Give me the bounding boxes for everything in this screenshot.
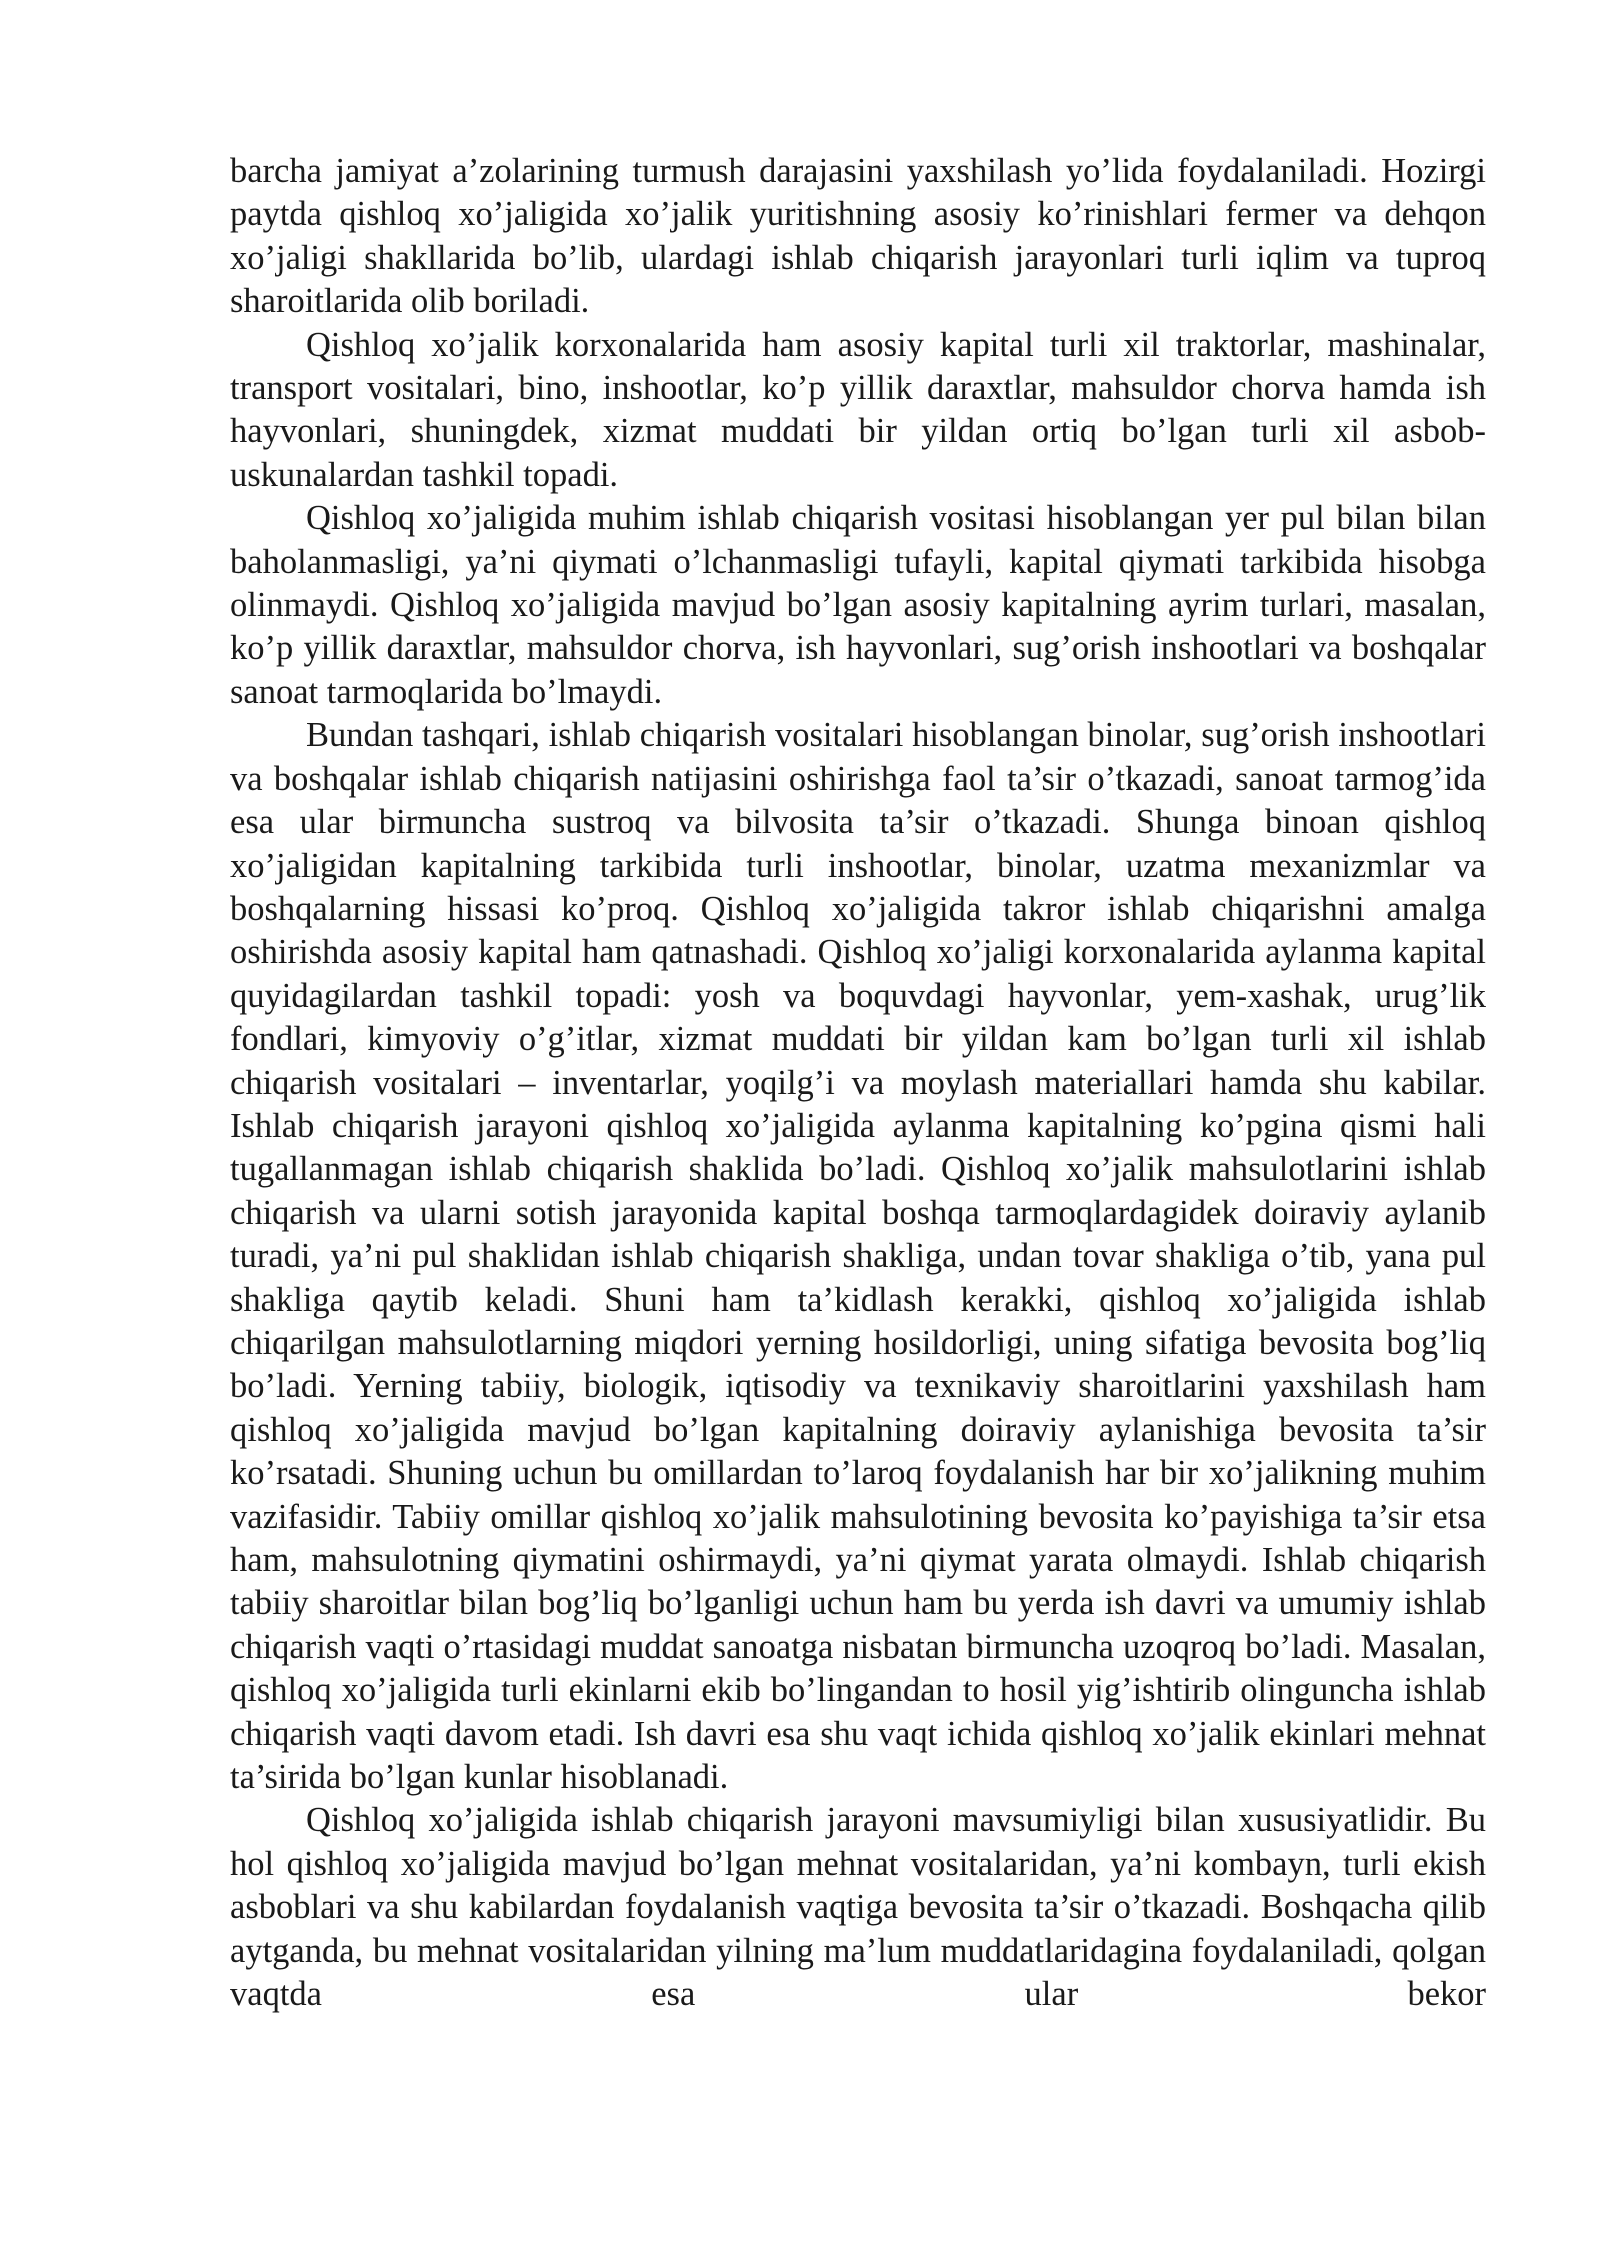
paragraph-3: Qishloq xo’jaligida muhim ishlab chiqarish vositasi hisoblangan yer pul bilan bilan baholanmasligi, ya’ni qiymati o’lchanmasligi tufayli, kapital qiymati tarkibida hisobga olinmaydi. Qishloq xo’jaligida mavjud bo’lgan asosiy kapitalning ayrim turlari, masalan, ko’p yillik daraxtlar, mahsuldor chorva, ish hayvonlari, sug’orish inshootlari va boshqalar sanoat tarmoqlarida bo’lmaydi. (230, 499, 1486, 711)
paragraph-4: Bundan tashqari, ishlab chiqarish vositalari hisoblangan binolar, sug’orish inshootlari va boshqalar ishlab chiqarish natijasini oshirishga faol ta’sir o’tkazadi, sanoat tarmog’ida esa ular birmuncha sustroq va bilvosita ta’sir o’tkazadi. Shunga binoan qishloq xo’jaligidan kapitalning tarkibida turli inshootlar, binolar, uzatma mexanizmlar va boshqalarning hissasi ko’proq. Qishloq xo’jaligida takror ishlab chiqarishni amalga oshirishda asosiy kapital ham qatnashadi. Qishloq xo’jaligi korxonalarida aylanma kapital quyidagilardan tashkil topadi: yosh va boquvdagi hayvonlar, yem-xashak, urug’lik fondlari, kimyoviy o’g’itlar, xizmat muddati bir yildan kam bo’lgan turli xil ishlab chiqarish vositalari – inventarlar, yoqilg’i va moylash materiallari hamda shu kabilar. Ishlab chiqarish jarayoni qishloq xo’jaligida aylanma kapitalning ko’pgina qismi hali tugallanmagan ishlab chiqarish shaklida bo’ladi. Qishloq xo’jalik mahsulotlarini ishlab chiqarish va ularni sotish jarayonida kapital boshqa tarmoqlardagidek doiraviy aylanib turadi, ya’ni pul shaklidan ishlab chiqarish shakliga, undan tovar shakliga o’tib, yana pul shakliga qaytib keladi. Shuni ham ta’kidlash kerakki, qishloq xo’jaligida ishlab chiqarilgan mahsulotlarning miqdori yerning hosildorligi, uning sifatiga bevosita bog’liq bo’ladi. Yerning tabiiy, biologik, iqtisodiy va texnikaviy sharoitlarini yaxshilash ham qishloq xo’jaligida mavjud bo’lgan kapitalning doiraviy aylanishiga bevosita ta’sir ko’rsatadi. Shuning uchun bu omillardan to’laroq foydalanish har bir xo’jalikning muhim vazifasidir. Tabiiy omillar qishloq xo’jalik mahsulotining bevosita ko’payishiga ta’sir etsa ham, mahsulotning qiymatini oshirmaydi, ya’ni qiymat yarata olmaydi. Ishlab chiqarish tabiiy sharoitlar bilan bog’liq bo’lganligi uchun ham bu yerda ish davri va umumiy ishlab chiqarish vaqti o’rtasidagi muddat sanoatga nisbatan birmuncha uzoqroq bo’ladi. Masalan, qishloq xo’jaligida turli ekinlarni ekib bo’lingandan to hosil yig’ishtirib olinguncha ishlab chiqarish vaqti davom etadi. Ish davri esa shu vaqt ichida qishloq xo’jalik ekinlari mehnat ta’sirida bo’lgan kunlar hisoblanadi. (230, 716, 1486, 1797)
paragraph-5: Qishloq xo’jaligida ishlab chiqarish jarayoni mavsumiyligi bilan xususiyatlidir. Bu hol qishloq xo’jaligida mavjud bo’lgan mehnat vositalaridan, ya’ni kombayn, turli ekish asboblari va shu kabilardan foydalanish vaqtiga bevosita ta’sir o’tkazadi. Boshqacha qilib aytganda, bu mehnat vositalaridan yilning ma’lum muddatlaridagina foydalaniladi, qolgan vaqtda esa ular bekor (230, 1801, 1486, 2014)
paragraph-2: Qishloq xo’jalik korxonalarida ham asosiy kapital turli xil traktorlar, mashinalar, transport vositalari, bino, inshootlar, ko’p yillik daraxtlar, mahsuldor chorva hamda ish hayvonlari, shuningdek, xizmat muddati bir yildan ortiq bo’lgan turli xil asbob-uskunalardan tashkil topadi. (230, 325, 1486, 494)
paragraph-1: barcha jamiyat a’zolarining turmush darajasini yaxshilash yo’lida foydalaniladi. Hozirgi paytda qishloq xo’jaligida xo’jalik yuritishning asosiy ko’rinishlari fermer va dehqon xo’jaligi shakllarida bo’lib, ulardagi ishlab chiqarish jarayonlari turli iqlim va tuproq sharoitlarida olib boriladi. (230, 152, 1486, 321)
document-page (230, 150, 1486, 2016)
